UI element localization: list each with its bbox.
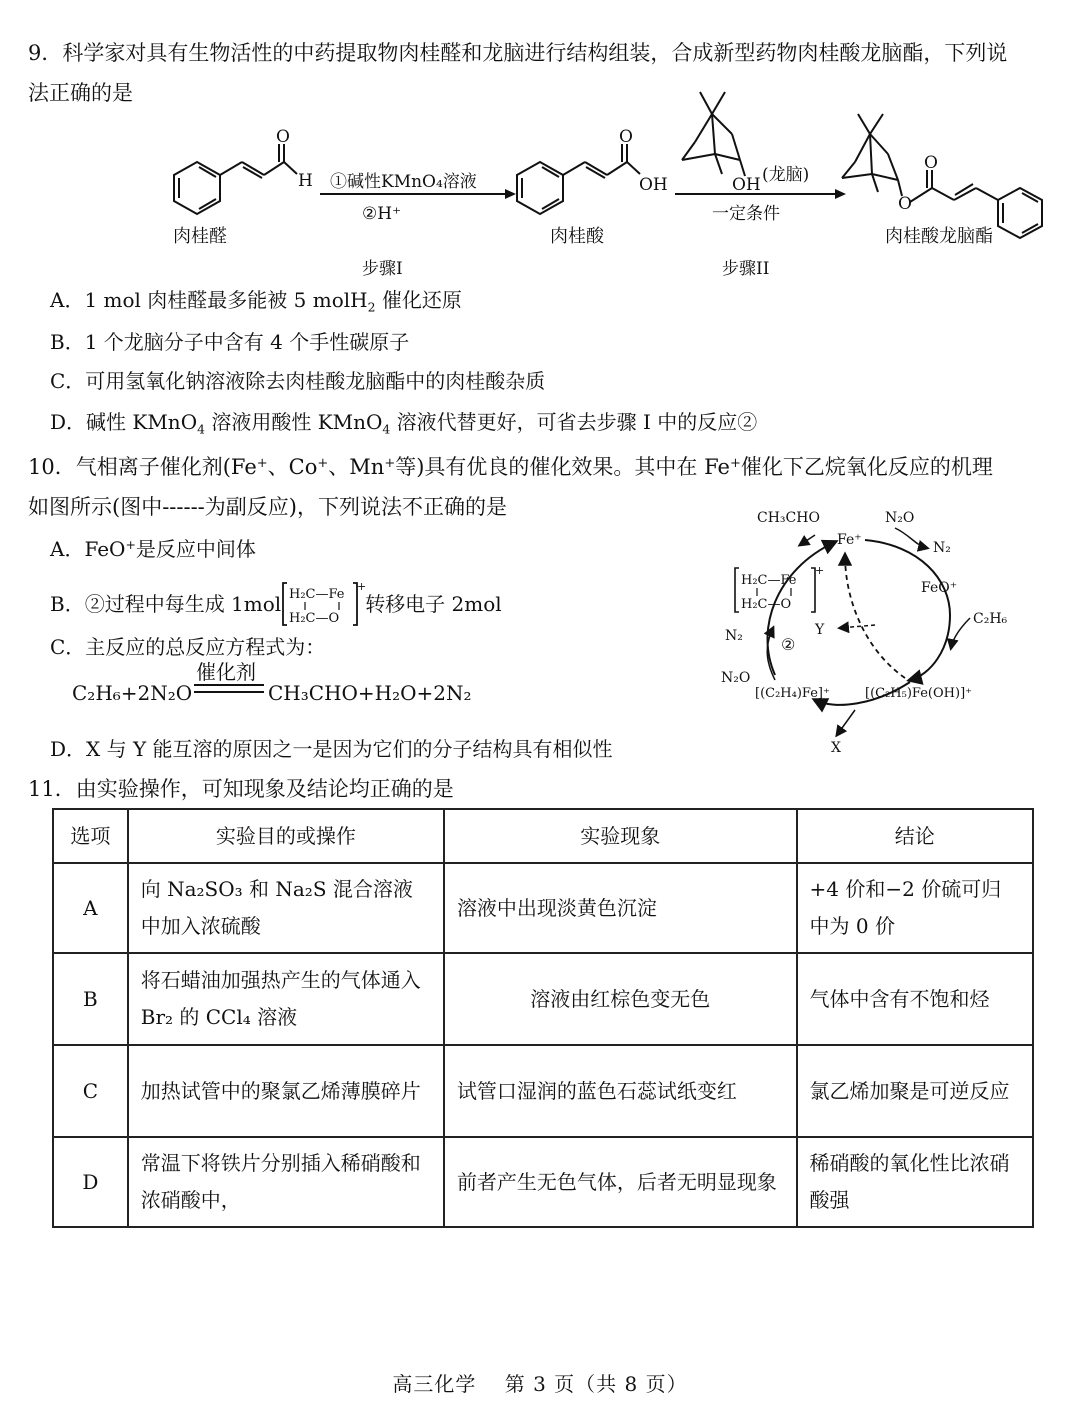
main-cycle-arc-right [865,540,950,680]
table-row [53,1137,1033,1227]
equation-catalyst: 催化剂 [196,660,256,684]
borneol-oh-label: OH [732,175,761,195]
q11-stem: 11．由实验操作，可知现象及结论均正确的是 [28,777,454,801]
q9-reaction-scheme [150,84,1060,284]
cycle-n2-left: N₂ [725,628,743,644]
row-c-option: C [53,1045,128,1137]
ring-bottom-text: H₂C—O [289,611,340,626]
cycle-c2h5feoh: [(C₂H₅)Fe(OH)]⁺ [865,686,972,701]
cycle-ch3cho: CH₃CHO [757,510,820,526]
q10-option-a[interactable]: A．FeO+是反应中间体 [50,537,256,561]
ch3cho-arrow [800,535,815,545]
header-operation: 实验目的或操作 [128,809,444,863]
q10-stem-line2: 如图所示(图中------为副反应)，下列说法不正确的是 [28,495,507,519]
q10-option-b[interactable]: B．②过程中每生成 1mol H₂C—Fe H₂C—O + 转移电子 2mol [50,580,502,626]
header-conclusion: 结论 [797,809,1033,863]
equation-left: C₂H₆+2N₂O [72,681,193,705]
table-row [53,953,1033,1045]
cycle-x: X [831,740,841,756]
cycle-n2o-left: N₂O [721,670,751,686]
cinnamaldehyde-structure [174,144,297,214]
cycle-n2-right: N₂ [933,540,951,556]
cycle-n2o-top: N₂O [885,510,915,526]
borneol-label: (龙脑) [762,165,810,185]
carbonyl-o-label: O [924,153,938,173]
page-footer: 高三化学 第 3 页（共 8 页） [392,1372,688,1396]
cycle-step2-marker: ② [781,635,796,654]
product-label: 肉桂酸龙脑酯 [885,226,993,247]
q9-stem-line1: 9．科学家对具有生物活性的中药提取物肉桂醛和龙脑进行结构组装，合成新型药物肉桂酸龙脑酯，下列说 [28,41,1008,65]
equation-right: CH₃CHO+H₂O+2N₂ [268,681,472,705]
step1-name: 步骤I [362,259,403,279]
q9-option-a[interactable]: A．1 mol 肉桂醛最多能被 5 molH$_2$ 催化还原 [50,288,462,315]
cycle-y: Y [815,622,825,638]
step1-bottom-reagent: ②H⁺ [362,204,402,224]
table-header-row [53,809,1033,863]
acid-oh-label: OH [639,175,668,195]
table-row [53,1045,1033,1137]
row-b-operation: 将石蜡油加强热产生的气体通入 Br₂ 的 CCl₄ 溶液 [128,953,444,1045]
row-a-conclusion: +4 价和−2 价硫可归中为 0 价 [797,863,1033,953]
q9-option-c[interactable]: C．可用氢氧化钠溶液除去肉桂酸龙脑酯中的肉桂酸杂质 [50,369,546,393]
row-d-phenomenon: 前者产生无色气体，后者无明显现象 [444,1137,797,1227]
q10-option-c[interactable]: C．主反应的总反应方程式为： [50,635,326,659]
acid-o-label: O [619,127,633,147]
q10-mechanism-cycle [715,500,1035,760]
svg-text:+: + [357,580,367,593]
row-a-phenomenon: 溶液中出现淡黄色沉淀 [444,863,797,953]
cycle-ring-bottom: H₂C—O [741,597,792,612]
row-b-conclusion: 气体中含有不饱和烃 [797,953,1033,1045]
c2h6-arrow [951,618,970,648]
q9-option-b[interactable]: B．1 个龙脑分子中含有 4 个手性碳原子 [50,330,410,354]
product-structure [842,114,1042,238]
aldehyde-o-label: O [276,127,290,147]
row-a-option: A [53,863,128,953]
ester-o-label: O [898,194,912,214]
cinnamaldehyde-label: 肉桂醛 [173,226,227,247]
cycle-fe-plus: Fe⁺ [837,532,862,548]
row-b-phenomenon: 溶液由红棕色变无色 [444,953,797,1045]
row-c-operation: 加热试管中的聚氯乙烯薄膜碎片 [128,1045,444,1137]
row-b-option: B [53,953,128,1045]
equation-double-line [194,684,264,693]
side-reaction-arc [845,555,905,678]
ferracycle-bracket [281,580,365,628]
q11-experiment-table [52,808,1034,1228]
step2-conditions: 一定条件 [712,204,780,224]
cycle-feo-plus: FeO⁺ [921,580,958,596]
q10-option-d[interactable]: D．X 与 Y 能互溶的原因之一是因为它们的分子结构具有相似性 [50,737,613,761]
cycle-ring-top: H₂C—Fe [741,573,797,588]
svg-text:+: + [815,564,825,577]
cinnamic-acid-label: 肉桂酸 [550,226,604,247]
table-row [53,863,1033,953]
row-c-conclusion: 氯乙烯加聚是可逆反应 [797,1045,1033,1137]
cycle-c2h6: C₂H₆ [973,611,1008,627]
q9-stem-line2: 法正确的是 [28,81,133,105]
header-phenomenon: 实验现象 [444,809,797,863]
y-branch-arrow [840,625,875,628]
step1-top-reagent: ①碱性KMnO₄溶液 [330,172,477,192]
q9-option-d[interactable]: D．碱性 KMnO$_4$ 溶液用酸性 KMnO$_4$ 溶液代替更好，可省去步骤 I 中的反应② [50,410,758,437]
aldehyde-h-label: H [298,171,313,191]
x-arrow [837,710,855,735]
row-c-phenomenon: 试管口湿润的蓝色石蕊试纸变红 [444,1045,797,1137]
row-d-operation: 常温下将铁片分别插入稀硝酸和浓硝酸中， [128,1137,444,1227]
header-option: 选项 [53,809,128,863]
row-d-conclusion: 稀硝酸的氧化性比浓硝酸强 [797,1137,1033,1227]
borneol-structure [682,92,745,176]
row-d-option: D [53,1137,128,1227]
cycle-c2h4fe: [(C₂H₄)Fe]⁺ [755,686,830,701]
step2-name: 步骤II [722,259,770,279]
row-a-operation: 向 Na₂SO₃ 和 Na₂S 混合溶液中加入浓硫酸 [128,863,444,953]
n2o-in-arrow [895,528,927,548]
q10-stem-line1: 10．气相离子催化剂(Fe+、Co+、Mn+等)具有优良的催化效果。其中在 Fe+催化下乙烷氧化反应的机理 [28,455,993,479]
ring-top-text: H₂C—Fe [289,587,345,602]
cinnamic-acid-structure [517,144,640,214]
